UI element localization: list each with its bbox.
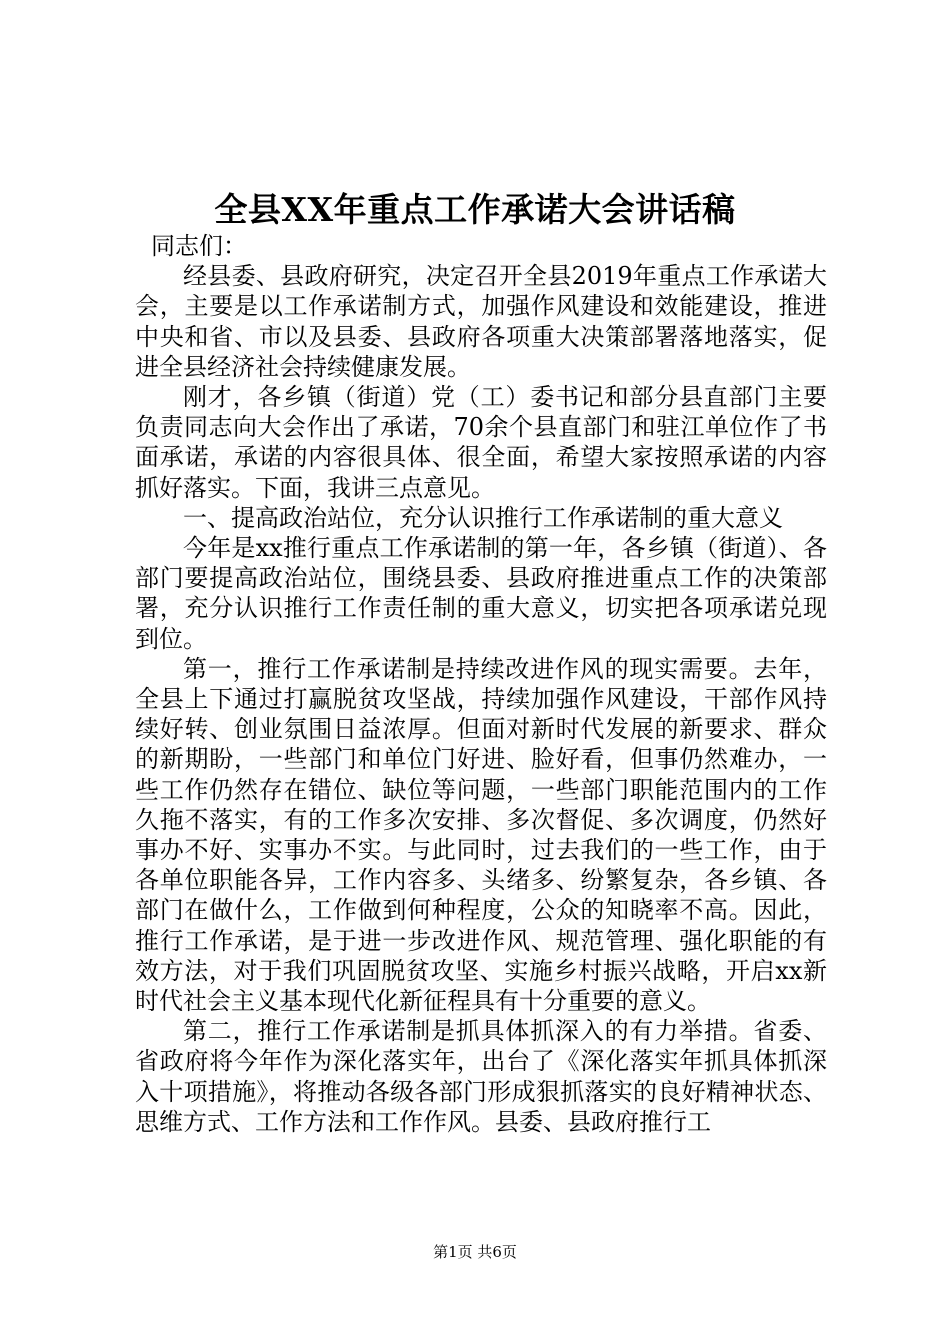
paragraph-section-1-intro: 今年是xx推行重点工作承诺制的第一年，各乡镇（街道）、各部门要提高政治站位，围绕县委、县政府推进重点工作的决策部署，充分认识推行工作责任制的重大意义，切实把各项承诺兑现到位。 xyxy=(135,534,827,653)
document-body xyxy=(135,231,827,1137)
paragraph-point-1: 第一，推行工作承诺制是持续改进作风的现实需要。去年，全县上下通过打赢脱贫攻坚战，持续加强作风建设，干部作风持续好转、创业氛围日益浓厚。但面对新时代发展的新要求、群众的新期盼，一些部门和单位门好进、脸好看，但事仍然难办，一些工作仍然存在错位、缺位等问题，一些部门职能范围内的工作久拖不落实，有的工作多次安排、多次督促、多次调度，仍然好事办不好、实事办不实。与此同时，过去我们的一些工作，由于各单位职能各异，工作内容多、头绪多、纷繁复杂，各乡镇、各部门在做什么，工作做到何种程度，公众的知晓率不高。因此，推行工作承诺，是于进一步改进作风、规范管理、强化职能的有效方法，对于我们巩固脱贫攻坚、实施乡村振兴战略，开启xx新时代社会主义基本现代化新征程具有十分重要的意义。 xyxy=(135,654,827,1016)
paragraph-intro: 经县委、县政府研究，决定召开全县2019年重点工作承诺大会，主要是以工作承诺制方式，加强作风建设和效能建设，推进中央和省、市以及县委、县政府各项重大决策部署落地落实，促进全县经济社会持续健康发展。 xyxy=(135,262,827,381)
section-heading-1: 一、提高政治站位，充分认识推行工作承诺制的重大意义 xyxy=(183,503,783,532)
page-number-footer: 第1页 共6页 xyxy=(433,1243,517,1261)
document-title: 全县XX年重点工作承诺大会讲话稿 xyxy=(214,190,736,229)
paragraph-point-2: 第二，推行工作承诺制是抓具体抓深入的有力举措。省委、省政府将今年作为深化落实年，出台了《深化落实年抓具体抓深入十项措施》，将推动各级各部门形成狠抓落实的良好精神状态、思维方式、工作方法和工作作风。县委、县政府推行工 xyxy=(135,1017,827,1136)
salutation: 同志们： xyxy=(151,232,247,260)
paragraph-commitments: 刚才，各乡镇（街道）党（工）委书记和部分县直部门主要负责同志向大会作出了承诺，70余个县直部门和驻江单位作了书面承诺，承诺的内容很具体、很全面，希望大家按照承诺的内容抓好落实。下面，我讲三点意见。 xyxy=(135,383,827,502)
